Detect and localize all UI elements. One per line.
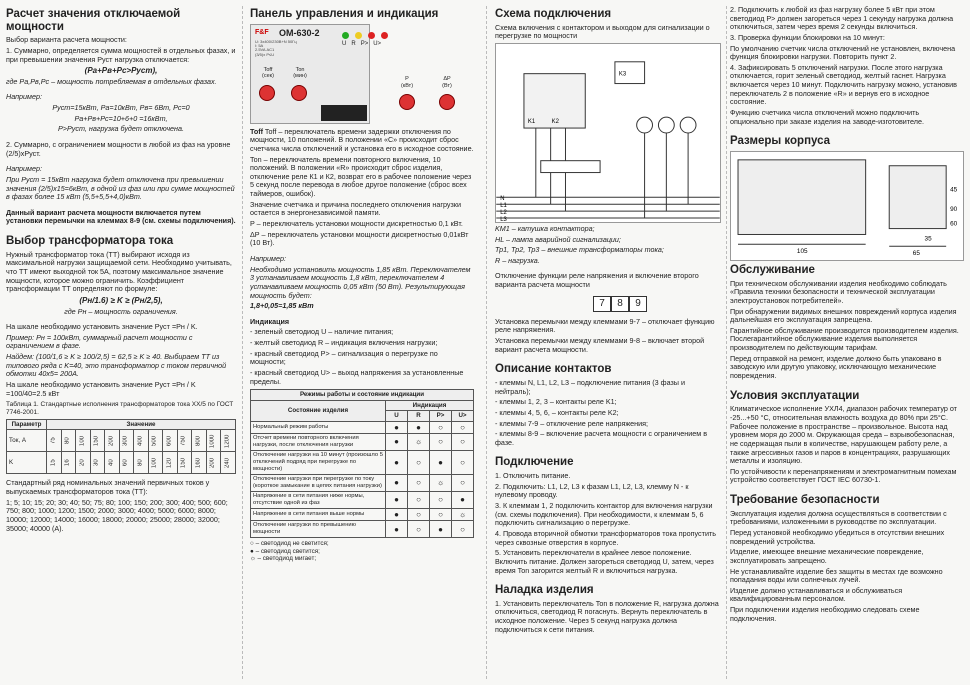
setup-steps-continued	[730, 6, 964, 126]
ct-setting: На шкале необходимо установить значение Pуст =Pн / K.	[6, 322, 198, 332]
indicator-state: ●	[386, 521, 408, 538]
led-label: P>	[360, 41, 369, 47]
table-cell: 150	[177, 452, 192, 474]
indicator-state: ○	[452, 451, 474, 475]
terminal-7: 7	[593, 296, 611, 312]
table-cell: 60	[119, 452, 134, 474]
section-title-panel: Панель управления и индикация	[250, 8, 439, 20]
section-title-safety: Требование безопасности	[730, 494, 880, 507]
paragraph: Изделие должно устанавливаться и обслуживаться квалифицированным персоналом.	[730, 585, 903, 604]
brand-logo: F&F	[255, 28, 269, 36]
ct-table	[6, 419, 236, 474]
paragraph: При подключении изделия необходимо следовать схеме подключения.	[730, 605, 920, 623]
paragraph: 1. Отключить питание.	[495, 471, 571, 481]
example-1-title: Например:	[6, 92, 42, 102]
indicator-state: ☼	[452, 508, 474, 521]
dim-height: 90	[950, 205, 958, 213]
table-cell: 400	[134, 430, 149, 452]
led-r	[355, 32, 362, 39]
ct-setting-result: На шкале необходимо установить значение Pуст =Pн / K =100/40=2.5 кВт	[6, 380, 196, 398]
mode-label: Напряжение в сети питания ниже нормы, отсутствие одной из фаз	[251, 491, 386, 508]
dim-depth: 65	[912, 250, 920, 258]
terminal-9: 9	[629, 296, 647, 312]
indicator-state: ☼	[408, 434, 430, 451]
column-divider	[726, 6, 727, 679]
example-1-line: Pa+Pв+Pc=10+6+0 =16кВт,	[74, 113, 168, 123]
legend-load: R – нагрузка.	[495, 255, 540, 265]
column-1	[6, 6, 236, 679]
scheme-subtitle: Схема включения с контактором и выходом для сигнализации о перегрузке по мощности	[495, 22, 710, 41]
terminal-strip	[541, 161, 600, 173]
calc-intro: Выбор варианта расчета мощности:	[6, 35, 127, 45]
toff-dial[interactable]	[259, 85, 275, 101]
indicator-state: ○	[408, 508, 430, 521]
table-row-label: Ток, А	[7, 430, 47, 452]
safety-text	[730, 510, 964, 624]
bus-label: N	[500, 196, 505, 203]
table-header: Значение	[47, 419, 236, 429]
transformer-1	[637, 117, 653, 133]
wiring-diagram	[495, 43, 721, 223]
indication-title: Индикация	[250, 316, 290, 326]
paragraph: Климатическое исполнение УХЛ4, диапазон рабочих температур от -25...+50 °C, относительная влажность воздуха до 80% при 25°С. Рабочее положение в пространстве – произвольное. Высота над уровнем моря до 2000 м. Окружающая среда – взрывобезопасная, не содержащая пыли в количестве, нарушающем работу реле, а также агрессивных газов и паров в концентрациях, разрушающих металлы и изоляцию.	[730, 404, 957, 466]
device-indicators	[342, 32, 474, 132]
relay-label: K2	[551, 119, 559, 126]
mode-label: Отключение нагрузки по превышению мощности	[251, 521, 386, 538]
jumper-terminals	[593, 296, 721, 312]
modes-table	[250, 389, 474, 538]
legend-on: – светодиод светится;	[255, 547, 320, 555]
dim-depth: 35	[924, 235, 932, 243]
ct-std-title: Стандартный ряд номинальных значений первичных токов у выпускаемых трансформаторов тока (ТТ):	[6, 478, 210, 496]
table-cell: 200	[206, 452, 221, 474]
mode-label: Отсчет времени повторного включения нагрузки, после отключения нагрузки	[251, 434, 386, 451]
indicator-state: ○	[408, 451, 430, 475]
table-cell: 200	[105, 430, 120, 452]
calc-option-2: 2. Суммарно, с ограничением мощности в любой из фаз на уровне (2/5)хPуст.	[6, 140, 231, 158]
paragraph: 3. К клеммам 1, 2 подключить контактор для включения нагрузки (см. схемы подключения). При необходимости, к клеммам 5, 6 подключить сигнализацию о перегрузке.	[495, 501, 713, 528]
paragraph: 4. Провода вторичной обмотки трансформаторов тока пропустить через сквозные отверстия в корпусе.	[495, 528, 716, 547]
indicator-state: ○	[452, 474, 474, 491]
dimensions-drawing	[730, 151, 964, 261]
table-cell: 100	[76, 430, 91, 452]
jumper-9-8: Установка перемычки между клеммами 9-8 – включает второй вариант расчета мощности.	[495, 336, 705, 354]
device-model: OM-630-2	[279, 27, 320, 38]
paragraph: 3. Проверка функции блокировки на 10 минут:	[730, 32, 885, 42]
dim-height: 60	[950, 220, 958, 228]
formula-2: (Pн/1.6) ≥ K ≥ (Pн/2,5),	[79, 295, 163, 305]
table-row	[251, 434, 474, 451]
terminal-8: 8	[611, 296, 629, 312]
paragraph: Эксплуатация изделия должна осуществляться в соответствии с требованиями, изложенными в руководстве по эксплуатации.	[730, 508, 947, 527]
relay-label: K1	[527, 119, 536, 126]
ct-example-calc: Найдем: (100/1,6 ≥ K ≥ 100/2,5) = 62,5 ≥ K ≥ 40. Выбираем ТТ из типового ряда с K=40, это трансформатор с током первичной обмотки 40х5= 200А.	[6, 352, 227, 379]
table-cell: 1200	[221, 430, 236, 452]
dp-dial[interactable]	[439, 94, 455, 110]
dial-unit: (сек)	[262, 73, 274, 80]
paragraph: Гарантийное обслуживание производится производителем изделия. Послегарантийное обслуживание изделия выполняется производителем по действующим тарифам.	[730, 325, 959, 353]
indicator-state: ○	[452, 434, 474, 451]
ct-intro: Нужный трансформатор тока (ТТ) выбирают исходя из максимальной нагрузки защищаемой сети. Необходимо учитывать, что ТТ имеют выходной ток 5А, поэтому максимальное значение мощности, которое можно ограничить. Коэффициент трансформации ТТ определяют по формуле:	[6, 249, 232, 294]
table-cell: 75	[47, 430, 62, 452]
toff-description: Toff Toff – переключатель времени задержки отключения по мощности, 10 положений. В положении «С» происходит сброс счетчика числа отключений и установка его в исходное состояние.	[250, 126, 474, 153]
paragraph: Перед установкой необходимо убедиться в отсутствии внешних повреждений устройства.	[730, 527, 945, 546]
ct-example: Пример: Pн = 100кВт, суммарный расчет мощности с ограничением в фазе.	[6, 332, 193, 351]
example-2-title: Например:	[6, 164, 42, 174]
example-2-text: При Руст = 15кВт нагрузка будет отключена при превышении значения (2/5)х15=6кВт, в одной из фаз или при сумме мощностей в фазах более 15 кВт (5,5+5,5+4,0)кВт.	[6, 174, 235, 202]
front-view	[738, 160, 866, 235]
indication-red-2: - красный светодиод U> – выход напряжения за установленные пределы.	[250, 368, 464, 386]
mode-label: Отключение нагрузки на 10 минут (произошло 5 отключений подряд при перегрузке по мощности)	[251, 451, 386, 475]
paragraph: - клеммы 4, 5, 6, – контакты реле K2;	[495, 407, 619, 417]
paragraph: 1. Установить переключатель Ton в положение R, нагрузка должна отключиться, светодиод R погаснуть. Вернуть переключатель в исходное положение. Через 5 секунд нагрузка должна подключиться к сети питания.	[495, 598, 719, 634]
paragraph: 2. Подключить: L1, L2, L3 к фазам L1, L2, L3, клемму N - к нулевому проводу.	[495, 481, 689, 500]
indicator-state: ●	[430, 521, 452, 538]
paragraph: - клеммы 8-9 – включение расчета мощности с ограничением в фазе.	[495, 429, 708, 447]
paragraph: При техническом обслуживании изделия необходимо соблюдать «Правила техники безопасности и технической эксплуатации электроустановок потребителей».	[730, 278, 947, 305]
indicator-state: ●	[386, 451, 408, 475]
table-cell: 30	[90, 452, 105, 474]
column-4	[730, 6, 964, 679]
legend-km: KM1 – катушка контактора;	[495, 223, 595, 233]
table-cell: 1000	[206, 430, 221, 452]
example-1-line: P>Pуст, нагрузка будет отключена.	[58, 124, 184, 134]
paragraph: По устойчивости к перенапряжениям и электромагнитным помехам устройство соответствует ГОСТ IEC 60730-1.	[730, 466, 957, 485]
section-title-conditions: Условия эксплуатации	[730, 389, 860, 402]
formula-1-note: где Pa,Pв,Pc – мощность потребляемая в отдельных фазах.	[6, 76, 217, 86]
panel-example-title: Например:	[250, 253, 286, 263]
table-cell: 100	[148, 452, 163, 474]
table-header: Параметр	[7, 419, 47, 429]
table-header: U	[386, 411, 408, 421]
indicator-state: ☼	[430, 474, 452, 491]
counter-description: Значение счетчика и причина последнего отключения нагрузки остается в энергонезависимой памяти.	[250, 199, 461, 218]
table-cell: 800	[192, 430, 207, 452]
dial-label-ton: Ton	[295, 66, 305, 73]
dp-description: ΔP – переключатель установки мощности дискретностью 0,01кВт (10 Вт).	[250, 229, 469, 248]
transformer-3	[680, 117, 696, 133]
table-cell: 750	[177, 430, 192, 452]
dial-label-p: P	[405, 76, 409, 82]
example-1-line: Pуст=15кВт, Pa=10кВт, Pв= 6Вт, Pc=0	[52, 103, 190, 113]
table-cell: 120	[163, 452, 178, 474]
led-u	[342, 32, 349, 39]
indicator-state: ○	[430, 491, 452, 508]
table-row	[251, 474, 474, 491]
table-cell: 40	[105, 452, 120, 474]
table-header: Состояние изделия	[251, 400, 386, 421]
indication-yellow: - желтый светодиод R – индикация включения нагрузки;	[250, 338, 438, 348]
relay-label: K3	[618, 71, 627, 78]
column-divider	[242, 6, 243, 679]
table-1-caption: Таблица 1. Стандартные исполнения трансформаторов тока ХХ/5 по ГОСТ 7746-2001.	[6, 401, 234, 417]
indication-green: - зеленый светодиод U – наличие питания;	[250, 327, 394, 337]
section-title-scheme: Схема подключения	[495, 8, 612, 20]
table-cell: 150	[90, 430, 105, 452]
indicator-state: ○	[452, 421, 474, 434]
side-view	[889, 166, 946, 229]
dial-unit: (мин)	[293, 73, 307, 80]
table-cell: 15	[47, 452, 62, 474]
jumper-9-7: Установка перемычки между клеммами 9-7 – отключает функцию реле напряжения.	[495, 316, 715, 335]
panel-example-result: 1,8+0,05=1,85 кВт	[250, 301, 314, 311]
paragraph: 2. Подключить к любой из фаз нагрузку более 5 кВт при этом светодиод P> должен загореться через 1 секунду нагрузка должна отключиться, затем через время 2 секунды включиться.	[730, 6, 954, 32]
legend-hl: HL – лампа аварийной сигнализации;	[495, 234, 621, 244]
p-description: P – переключатель установки мощности дискретностью 0,1 кВт.	[250, 219, 463, 229]
table-cell: 240	[221, 452, 236, 474]
paragraph: Перед отправкой на ремонт, изделие должно быть упаковано в заводскую или другую упаковку, исключающую механические повреждения.	[730, 353, 942, 381]
paragraph: - клеммы 1, 2, 3 – контакты реле K1;	[495, 397, 617, 407]
table-cell: 80	[134, 452, 149, 474]
led-label: R	[351, 41, 356, 47]
indicator-state: ●	[408, 421, 430, 434]
paragraph: - клеммы 7-9 – отключение реле напряжения;	[495, 418, 649, 428]
bus-label: L3	[500, 216, 507, 223]
table-cell: 80	[61, 430, 76, 452]
ton-dial[interactable]	[291, 85, 307, 101]
indication-red: - красный светодиод P> – сигнализация о перегрузке по мощности;	[250, 348, 438, 367]
dial-unit: (кВт)	[400, 82, 414, 89]
section-title-ct: Выбор трансформатора тока	[6, 235, 174, 248]
indicator-state: ○	[430, 508, 452, 521]
led-label: U	[342, 41, 347, 47]
indicator-state: ●	[386, 474, 408, 491]
calc-option-1: 1. Суммарно, определяется сумма мощностей в отдельных фазах, и при превышении значения Руст нагрузка отключается:	[6, 45, 236, 64]
panel-example-text: Необходимо установить мощность 1,85 кВт. Переключателем 3 устанавливаем мощность 1,8 кВт, переключателем 4 устанавливаем мощность 0,05 кВт (50 Вт). Результирующая мощность будет:	[250, 264, 471, 300]
dial-label-dp: ΔP	[443, 76, 451, 82]
transformer-2	[658, 117, 674, 133]
section-title-setup: Наладка изделия	[495, 584, 594, 597]
table-row	[251, 508, 474, 521]
setup-steps	[495, 600, 721, 635]
table-cell: 300	[119, 430, 134, 452]
indicator-state: ○	[430, 434, 452, 451]
indicator-state: ●	[386, 421, 408, 434]
table-cell: 600	[163, 430, 178, 452]
jumper-description: Отключение функции реле напряжения и включение второго варианта расчета мощности	[495, 271, 699, 290]
dial-unit: (Вт)	[442, 82, 452, 89]
paragraph: 5. Установить переключатели в крайнее левое положение. Включить питание. Должен загореться светодиод U, затем, через время Ton загорится желтый R и включиться нагрузка.	[495, 548, 714, 575]
indicator-state: ●	[386, 434, 408, 451]
mode-label: Нормальный режим работы	[251, 421, 386, 434]
column-3	[495, 6, 721, 679]
table-cell: 500	[148, 430, 163, 452]
table-cell: 20	[76, 452, 91, 474]
led-p	[368, 32, 375, 39]
table-row-label: K	[7, 452, 47, 474]
led-label: U>	[373, 41, 382, 47]
paragraph: - клеммы N, L1, L2, L3 – подключение питания (3 фазы и нейтраль);	[495, 377, 685, 396]
indicator-state: ●	[452, 491, 474, 508]
mode-label: Отключение нагрузки при перегрузке по току (короткое замыкание в цепях питания нагрузки)	[251, 474, 386, 491]
table-cell: 16	[61, 452, 76, 474]
table-row	[251, 491, 474, 508]
indicator-state: ○	[408, 474, 430, 491]
table-row	[251, 521, 474, 538]
dim-height: 45	[950, 186, 958, 194]
bus-label: L1	[500, 203, 507, 210]
table-header: Индикация	[386, 400, 474, 410]
paragraph: Изделие, имеющее внешние механические повреждение, эксплуатировать запрещено.	[730, 547, 924, 565]
table-row	[251, 421, 474, 434]
dial-label-toff: Toff	[263, 66, 273, 73]
indicator-state: ○	[408, 521, 430, 538]
indicator-state: ○	[430, 421, 452, 434]
contacts-list	[495, 379, 721, 447]
indicator-state: ●	[386, 491, 408, 508]
table-header: R	[408, 411, 430, 421]
section-title-dims: Размеры корпуса	[730, 135, 831, 148]
table-cell: 160	[192, 452, 207, 474]
section-title-connect: Подключение	[495, 456, 574, 469]
dim-width: 105	[796, 248, 808, 256]
connect-steps	[495, 472, 721, 575]
p-dial[interactable]	[399, 94, 415, 110]
table-row	[251, 451, 474, 475]
indicator-legend: ○ – светодиод не светится; ● – светодиод светится; ☼ – светодиод мигает;	[250, 540, 329, 563]
led-u-over	[381, 32, 388, 39]
section-title-service: Обслуживание	[730, 263, 815, 276]
table-caption: Режимы работы и состояние индикации	[251, 390, 474, 400]
calc-note: Данный вариант расчета мощности включается путем установки перемычки на клеммах 8-9 (см. схемы подключения).	[6, 207, 236, 226]
paragraph: При обнаружении видимых внешних повреждений корпуса изделия дальнейшая его эксплуатация запрещена.	[730, 306, 957, 325]
paragraph: Не устанавливайте изделие без защиты в местах где возможно попадания воды или солнечных лучей.	[730, 566, 943, 585]
mode-label: Напряжение в сети питания выше нормы	[251, 508, 386, 521]
legend-transformers: Тр1, Тр2, Тр3 – внешние трансформаторы тока;	[495, 245, 664, 255]
column-2	[250, 6, 474, 679]
paragraph: По умолчанию счетчик числа отключений не установлен, включена функция блокировки нагрузки. Повторить пункт 2.	[730, 43, 956, 62]
device-spec: U: 3x400/230В+N 50Гц I: 5А 2.5VA АС1 (3/5)х P≤U	[255, 38, 297, 57]
indicator-state: ●	[430, 451, 452, 475]
formula-2-note: где Pн – мощность ограничения.	[64, 306, 178, 316]
indicator-state: ○	[452, 521, 474, 538]
formula-1: (Pa+Pв+Pc>Pуст),	[84, 66, 158, 76]
section-title-calc: Расчет значения отключаемой мощности	[6, 8, 181, 33]
legend-blink: – светодиод мигает;	[257, 555, 317, 563]
conditions-text	[730, 405, 964, 485]
legend-off: – светодиод не светится;	[255, 540, 329, 548]
indicator-state: ●	[386, 508, 408, 521]
ton-description: Ton – переключатель времени повторного включения, 10 положений. В положении «R» происходит сброс изделия, отключение реле К1 и К2, возврат его в рабочее положение через 5 секунд после перевода в любое другое положение (сброс всех таймеров, ошибок).	[250, 154, 472, 199]
bus-label: L2	[500, 210, 507, 217]
paragraph: 4. Зафиксировать 5 отключений нагрузки. После этого нагрузка отключается, горит зеленый светодиод, желтый гаснет. Нагрузка включается через 10 минут. Подключить нагрузку можно, установив переключатель 2 в положение «R» и вернув его в исходное состояние.	[730, 62, 957, 107]
ct-std-list: 1; 5; 10; 15; 20; 30; 40; 50; 75; 80; 100; 150; 200; 300; 400; 500; 600; 750; 800; 1000; 1200; 1500; 2000; 3000; 4000; 5000; 6000; 8000; 10000; 12000; 14000; 16000; 18000; 20000; 25000; 28000; 32000; 35000; 40000 (А).	[6, 497, 228, 533]
column-divider	[486, 6, 487, 679]
indicator-state: ○	[408, 491, 430, 508]
section-title-contacts: Описание контактов	[495, 363, 612, 376]
paragraph: Функцию счетчика числа отключений можно подключить опционально при заказе изделия на заводе-изготовителе.	[730, 108, 924, 126]
table-header: P>	[430, 411, 452, 421]
service-text	[730, 280, 964, 381]
table-header: U>	[452, 411, 474, 421]
